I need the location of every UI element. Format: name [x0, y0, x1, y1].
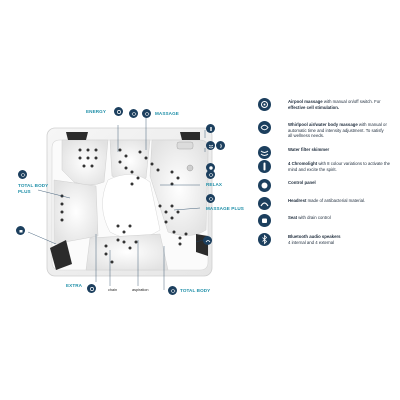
control-panel: [187, 165, 193, 171]
feature-title: Water filter skimmer: [288, 147, 330, 152]
jet: [151, 163, 154, 166]
jet: [179, 237, 182, 240]
whirlpool-icon: [208, 172, 214, 178]
jet: [157, 169, 160, 172]
jet: [139, 151, 142, 154]
feature-item: [258, 214, 400, 227]
energy-pin: [114, 107, 123, 116]
speaker-pin: [216, 141, 225, 150]
feature-item: [258, 233, 400, 246]
jet: [105, 253, 108, 256]
whirlpool-pin-top: [129, 109, 138, 118]
jet: [165, 221, 168, 224]
callout-extra: EXTRA: [66, 283, 83, 288]
jet: [119, 161, 122, 164]
label-chain: chain: [108, 288, 118, 292]
jet: [87, 157, 90, 160]
feature-text-line: mind and excite the spirit.: [288, 166, 337, 172]
callout-total-body-plus-line1: TOTAL BODY: [18, 183, 49, 188]
jet: [117, 225, 120, 228]
chromolight-icon: [258, 160, 271, 173]
skimmer-pin: [206, 141, 215, 150]
airpool-icon: [89, 286, 95, 292]
feature-title: 4 Chromolight: [288, 161, 318, 166]
jet: [171, 217, 174, 220]
jet: [145, 157, 148, 160]
callout-massage-plus: MASSAGE PLUS: [206, 206, 244, 211]
feature-description: [288, 122, 400, 139]
skimmer-icon: [208, 143, 214, 149]
headrest-top-right: [180, 132, 200, 140]
feature-title: Airpool massage: [288, 99, 323, 104]
feature-description: [288, 234, 400, 245]
jet: [171, 205, 174, 208]
jet: [111, 261, 114, 264]
jet: [61, 203, 64, 206]
callout-massage: MASSAGE: [155, 111, 179, 116]
feature-item: [258, 179, 400, 192]
extra-pin: [87, 284, 96, 293]
seat-pin: [16, 226, 25, 235]
chromolight-pin: [206, 124, 215, 133]
airpool-icon: [116, 109, 122, 115]
jet: [119, 149, 122, 152]
feature-text-line: effective cell stimulation.: [288, 104, 340, 110]
jet: [131, 171, 134, 174]
feature-item: [258, 160, 400, 173]
whirlpool-icon: [208, 196, 214, 202]
jet: [185, 233, 188, 236]
total-body-pin: [168, 286, 177, 295]
jet: [83, 165, 86, 168]
jet: [61, 211, 64, 214]
callout-relax: RELAX: [206, 182, 223, 187]
headrest-icon: [258, 197, 271, 210]
jet: [177, 211, 180, 214]
jet: [129, 225, 132, 228]
total-body-plus-pin: [18, 170, 27, 179]
jet: [179, 243, 182, 246]
feature-description: [288, 180, 400, 186]
jet: [123, 231, 126, 234]
jet: [95, 157, 98, 160]
jet: [87, 149, 90, 152]
jet: [95, 149, 98, 152]
whirlpool-icon: [258, 121, 271, 134]
feature-text: with manual or: [357, 122, 387, 127]
feature-item: [258, 121, 400, 139]
jet: [137, 177, 140, 180]
feature-text: with drain control: [297, 215, 331, 220]
feature-title: Whirlpool air/water body massage: [288, 122, 358, 127]
callout-total-body: TOTAL BODY: [180, 288, 211, 293]
jet: [165, 211, 168, 214]
airpool-icon: [258, 98, 271, 111]
feature-title: Seat: [288, 215, 298, 220]
headrest-icon: [205, 238, 211, 244]
relax-pin: [206, 170, 215, 179]
jet: [125, 167, 128, 170]
chromolight-icon: [208, 126, 214, 132]
massage-plus-pin: [206, 194, 215, 203]
feature-title: Bluetooth audio speakers: [288, 234, 341, 239]
jet: [117, 239, 120, 242]
feature-description: [288, 198, 400, 204]
massage-pin: [142, 109, 151, 118]
feature-description: [288, 147, 400, 153]
feature-title: Control panel: [288, 180, 316, 185]
skimmer: [177, 142, 193, 149]
jet: [159, 205, 162, 208]
jet: [123, 241, 126, 244]
jet: [61, 219, 64, 222]
feature-item: [258, 197, 400, 210]
headrest-pin: [203, 236, 212, 245]
feature-text-line: automatic time and intensity adjustment. To satisfy: [288, 127, 384, 133]
seat-icon: [18, 228, 24, 234]
whirlpool-icon: [131, 111, 137, 117]
feature-description: [288, 161, 400, 172]
feature-text-line: 4 internal and 4 external: [288, 239, 335, 245]
jet: [91, 165, 94, 168]
seat-bottom: [86, 234, 168, 270]
feature-description: [288, 215, 400, 221]
feature-text: with manual on/off switch. For: [322, 99, 381, 104]
feature-title: Headrest: [288, 198, 307, 203]
callout-energy: ENERGY: [86, 109, 107, 114]
bluetooth-icon: [258, 233, 271, 246]
jet: [129, 247, 132, 250]
feature-text: with 8 colour variations to activate the: [317, 161, 390, 166]
feature-description: [288, 99, 400, 110]
jet: [135, 241, 138, 244]
skimmer-icon: [258, 146, 271, 159]
jet: [125, 155, 128, 158]
whirlpool-icon: [170, 288, 176, 294]
feature-item: [258, 146, 400, 159]
jet: [173, 231, 176, 234]
jet: [131, 183, 134, 186]
feature-text-line: all wellness needs.: [288, 133, 325, 139]
callout-total-body-plus-line2: PLUS: [18, 189, 31, 194]
feature-item: [258, 98, 400, 111]
seat-icon: [258, 214, 271, 227]
headrest-top-left: [66, 132, 88, 140]
whirlpool-icon: [144, 111, 150, 117]
jet: [79, 149, 82, 152]
jet: [79, 157, 82, 160]
whirlpool-icon: [20, 172, 26, 178]
jet: [177, 177, 180, 180]
label-aspiration: aspiration: [132, 288, 149, 292]
jet: [171, 171, 174, 174]
jet: [105, 245, 108, 248]
feature-text: made of antibacterial material.: [306, 198, 366, 203]
control-panel-icon: [258, 179, 271, 192]
bluetooth-icon: [218, 143, 224, 149]
